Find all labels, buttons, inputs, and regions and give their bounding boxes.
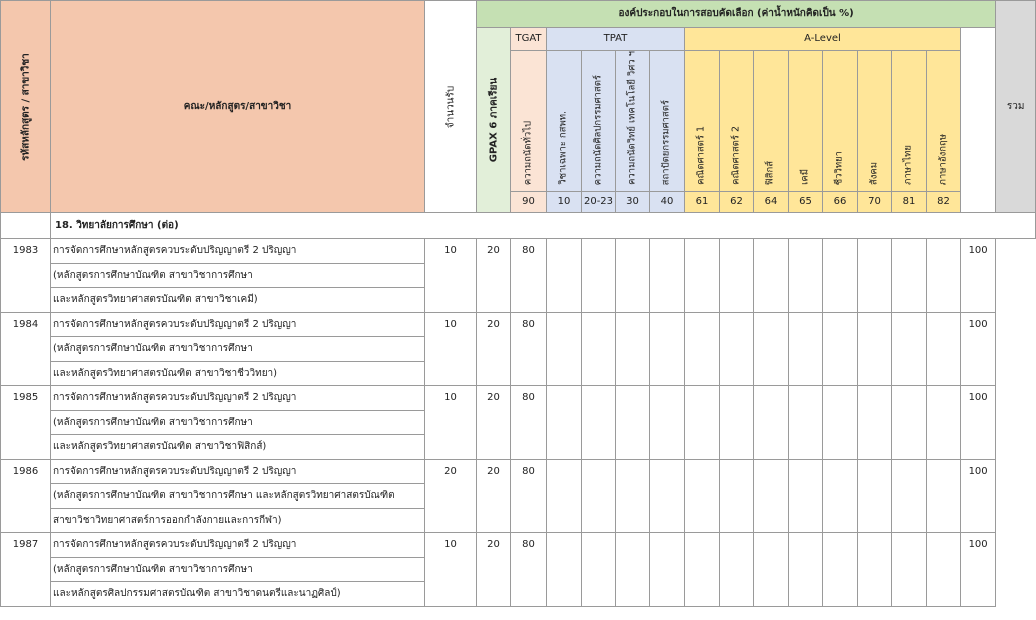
empty-weight-cell	[720, 239, 754, 313]
subject-header: ภาษาไทย	[892, 51, 927, 192]
empty-weight-cell	[582, 312, 616, 386]
empty-weight-cell	[720, 312, 754, 386]
subject-code: 62	[720, 192, 754, 213]
program-name-line: และหลักสูตรวิทยาศาสตรบัณฑิต สาขาวิชาชีววิทยา)	[53, 367, 278, 379]
program-name-line: (หลักสูตรการศึกษาบัณฑิต สาขาวิชาการศึกษา	[51, 337, 424, 362]
subject-header: เคมี	[789, 51, 823, 192]
total-value: 100	[961, 312, 996, 386]
table-row	[1, 533, 1036, 607]
subject-code: 70	[858, 192, 892, 213]
table-row	[1, 386, 1036, 460]
subject-header: ความถนัดทั่วไป	[511, 51, 547, 192]
empty-weight-cell	[685, 533, 720, 607]
empty-weight-cell	[754, 459, 789, 533]
program-name-line: การจัดการศึกษาหลักสูตรควบระดับปริญญาตรี 2 ปริญญา	[51, 313, 424, 338]
subject-header: ฟิสิกส์	[754, 51, 789, 192]
program-name-line: สาขาวิชาวิทยาศาสตร์การออกกำลังกายและการกีฬา)	[53, 514, 282, 526]
subject-header: สังคม	[858, 51, 892, 192]
empty-weight-cell	[823, 239, 858, 313]
empty-weight-cell	[927, 533, 961, 607]
gpax-weight: 20	[477, 533, 511, 607]
subject-code: 82	[927, 192, 961, 213]
program-name-line: และหลักสูตรศิลปกรรมศาสตรบัณฑิต สาขาวิชาดนตรีและนาฏศิลป์)	[53, 588, 341, 599]
empty-weight-cell	[858, 459, 892, 533]
program-name-line: (หลักสูตรการศึกษาบัณฑิต สาขาวิชาการศึกษา	[51, 411, 424, 436]
empty-weight-cell	[892, 312, 927, 386]
empty-weight-cell	[547, 459, 582, 533]
program-name-line: การจัดการศึกษาหลักสูตรควบระดับปริญญาตรี 2 ปริญญา	[51, 386, 424, 411]
gpax-weight: 20	[477, 239, 511, 313]
subject-header: คณิตศาสตร์ 1	[685, 51, 720, 192]
empty-weight-cell	[858, 386, 892, 460]
program-name	[51, 533, 425, 607]
tgat-weight: 80	[511, 312, 547, 386]
group-tpat: TPAT	[547, 28, 685, 51]
empty-weight-cell	[650, 459, 685, 533]
subject-code: 40	[650, 192, 685, 213]
subject-header: ความถนัดศิลปกรรมศาสตร์	[582, 51, 616, 192]
empty-weight-cell	[685, 239, 720, 313]
gpax-weight: 20	[477, 386, 511, 460]
code-header: รหัสหลักสูตร / สาขาวิชา	[1, 1, 51, 213]
subject-header: ภาษาอังกฤษ	[927, 51, 961, 192]
empty-weight-cell	[892, 533, 927, 607]
empty-weight-cell	[927, 459, 961, 533]
program-name-line: การจัดการศึกษาหลักสูตรควบระดับปริญญาตรี 2 ปริญญา	[51, 460, 424, 485]
empty-weight-cell	[650, 533, 685, 607]
gpax-weight: 20	[477, 459, 511, 533]
empty-weight-cell	[547, 239, 582, 313]
program-name-line: (หลักสูตรการศึกษาบัณฑิต สาขาวิชาการศึกษา	[51, 264, 424, 289]
total-header: รวม	[996, 1, 1036, 213]
empty-weight-cell	[616, 459, 650, 533]
empty-weight-cell	[892, 239, 927, 313]
seats-header: จำนวนรับ	[425, 1, 477, 213]
subject-header: วิชาเฉพาะ กสพท.	[547, 51, 582, 192]
section-title: 18. วิทยาลัยการศึกษา (ต่อ)	[51, 213, 1036, 239]
subject-code: 66	[823, 192, 858, 213]
empty-weight-cell	[547, 386, 582, 460]
empty-weight-cell	[789, 459, 823, 533]
group-alevel: A-Level	[685, 28, 961, 51]
seats-value: 10	[425, 386, 477, 460]
empty-weight-cell	[616, 312, 650, 386]
subject-code: 81	[892, 192, 927, 213]
empty-weight-cell	[650, 312, 685, 386]
tgat-weight: 80	[511, 239, 547, 313]
empty-weight-cell	[789, 312, 823, 386]
empty-weight-cell	[858, 239, 892, 313]
tgat-weight: 80	[511, 386, 547, 460]
components-header: องค์ประกอบในการสอบคัดเลือก (ค่าน้ำหนักคิดเป็น %)	[477, 1, 996, 28]
empty-weight-cell	[720, 459, 754, 533]
total-value: 100	[961, 239, 996, 313]
subject-header: ชีววิทยา	[823, 51, 858, 192]
subject-code: 90	[511, 192, 547, 213]
table-header	[1, 1, 1036, 213]
program-name-line: การจัดการศึกษาหลักสูตรควบระดับปริญญาตรี 2 ปริญญา	[51, 239, 424, 264]
empty-weight-cell	[616, 533, 650, 607]
empty-weight-cell	[616, 386, 650, 460]
seats-value: 10	[425, 312, 477, 386]
program-rows	[1, 239, 1036, 607]
table-row	[1, 312, 1036, 386]
empty-weight-cell	[892, 459, 927, 533]
empty-weight-cell	[650, 386, 685, 460]
tgat-weight: 80	[511, 459, 547, 533]
seats-value: 20	[425, 459, 477, 533]
program-name-line: การจัดการศึกษาหลักสูตรควบระดับปริญญาตรี 2 ปริญญา	[51, 533, 424, 558]
program-name	[51, 386, 425, 460]
empty-weight-cell	[858, 312, 892, 386]
program-code: 1983	[1, 239, 51, 313]
table-row	[1, 239, 1036, 313]
subject-header: คณิตศาสตร์ 2	[720, 51, 754, 192]
empty-weight-cell	[823, 459, 858, 533]
subject-code: 65	[789, 192, 823, 213]
program-name-line: และหลักสูตรวิทยาศาสตรบัณฑิต สาขาวิชาเคมี)	[53, 294, 258, 305]
empty-weight-cell	[547, 533, 582, 607]
empty-weight-cell	[582, 459, 616, 533]
empty-weight-cell	[927, 312, 961, 386]
subject-code: 20-23	[582, 192, 616, 213]
empty-weight-cell	[754, 386, 789, 460]
program-code: 1987	[1, 533, 51, 607]
empty-weight-cell	[720, 386, 754, 460]
gpax-header: GPAX 6 ภาคเรียน	[477, 28, 511, 213]
program-name	[51, 312, 425, 386]
empty-weight-cell	[754, 533, 789, 607]
subject-header: ความถนัดวิทย์ เทคโนโลยี วิศว ฯ	[616, 51, 650, 192]
total-value: 100	[961, 533, 996, 607]
program-code: 1985	[1, 386, 51, 460]
group-tgat: TGAT	[511, 28, 547, 51]
empty-weight-cell	[754, 312, 789, 386]
program-name-line: (หลักสูตรการศึกษาบัณฑิต สาขาวิชาการศึกษา และหลักสูตรวิทยาศาสตรบัณฑิต	[51, 484, 424, 509]
empty-weight-cell	[650, 239, 685, 313]
subject-code: 10	[547, 192, 582, 213]
subject-code: 30	[616, 192, 650, 213]
empty-weight-cell	[927, 239, 961, 313]
subject-code: 64	[754, 192, 789, 213]
table-body	[1, 213, 1036, 239]
empty-weight-cell	[754, 239, 789, 313]
empty-weight-cell	[823, 386, 858, 460]
empty-weight-cell	[582, 239, 616, 313]
program-name	[51, 459, 425, 533]
empty-weight-cell	[789, 386, 823, 460]
empty-weight-cell	[823, 312, 858, 386]
table-row	[1, 459, 1036, 533]
total-value: 100	[961, 459, 996, 533]
subject-code: 61	[685, 192, 720, 213]
empty-weight-cell	[927, 386, 961, 460]
empty-weight-cell	[789, 533, 823, 607]
empty-weight-cell	[582, 386, 616, 460]
program-code: 1986	[1, 459, 51, 533]
subject-header: สถาปัตยกรรมศาสตร์	[650, 51, 685, 192]
empty-weight-cell	[616, 239, 650, 313]
empty-weight-cell	[685, 312, 720, 386]
total-value: 100	[961, 386, 996, 460]
empty-weight-cell	[823, 533, 858, 607]
empty-weight-cell	[547, 312, 582, 386]
empty-weight-cell	[685, 459, 720, 533]
empty-weight-cell	[892, 386, 927, 460]
seats-value: 10	[425, 239, 477, 313]
faculty-header: คณะ/หลักสูตร/สาขาวิชา	[51, 1, 425, 213]
seats-value: 10	[425, 533, 477, 607]
tgat-weight: 80	[511, 533, 547, 607]
program-code: 1984	[1, 312, 51, 386]
empty-weight-cell	[720, 533, 754, 607]
empty-weight-cell	[858, 533, 892, 607]
program-name-line: (หลักสูตรการศึกษาบัณฑิต สาขาวิชาการศึกษา	[51, 558, 424, 583]
gpax-weight: 20	[477, 312, 511, 386]
section-row	[1, 213, 1036, 239]
program-name-line: และหลักสูตรวิทยาศาสตรบัณฑิต สาขาวิชาฟิสิกส์)	[53, 441, 267, 452]
empty-weight-cell	[685, 386, 720, 460]
empty-weight-cell	[582, 533, 616, 607]
program-name	[51, 239, 425, 313]
empty-weight-cell	[789, 239, 823, 313]
